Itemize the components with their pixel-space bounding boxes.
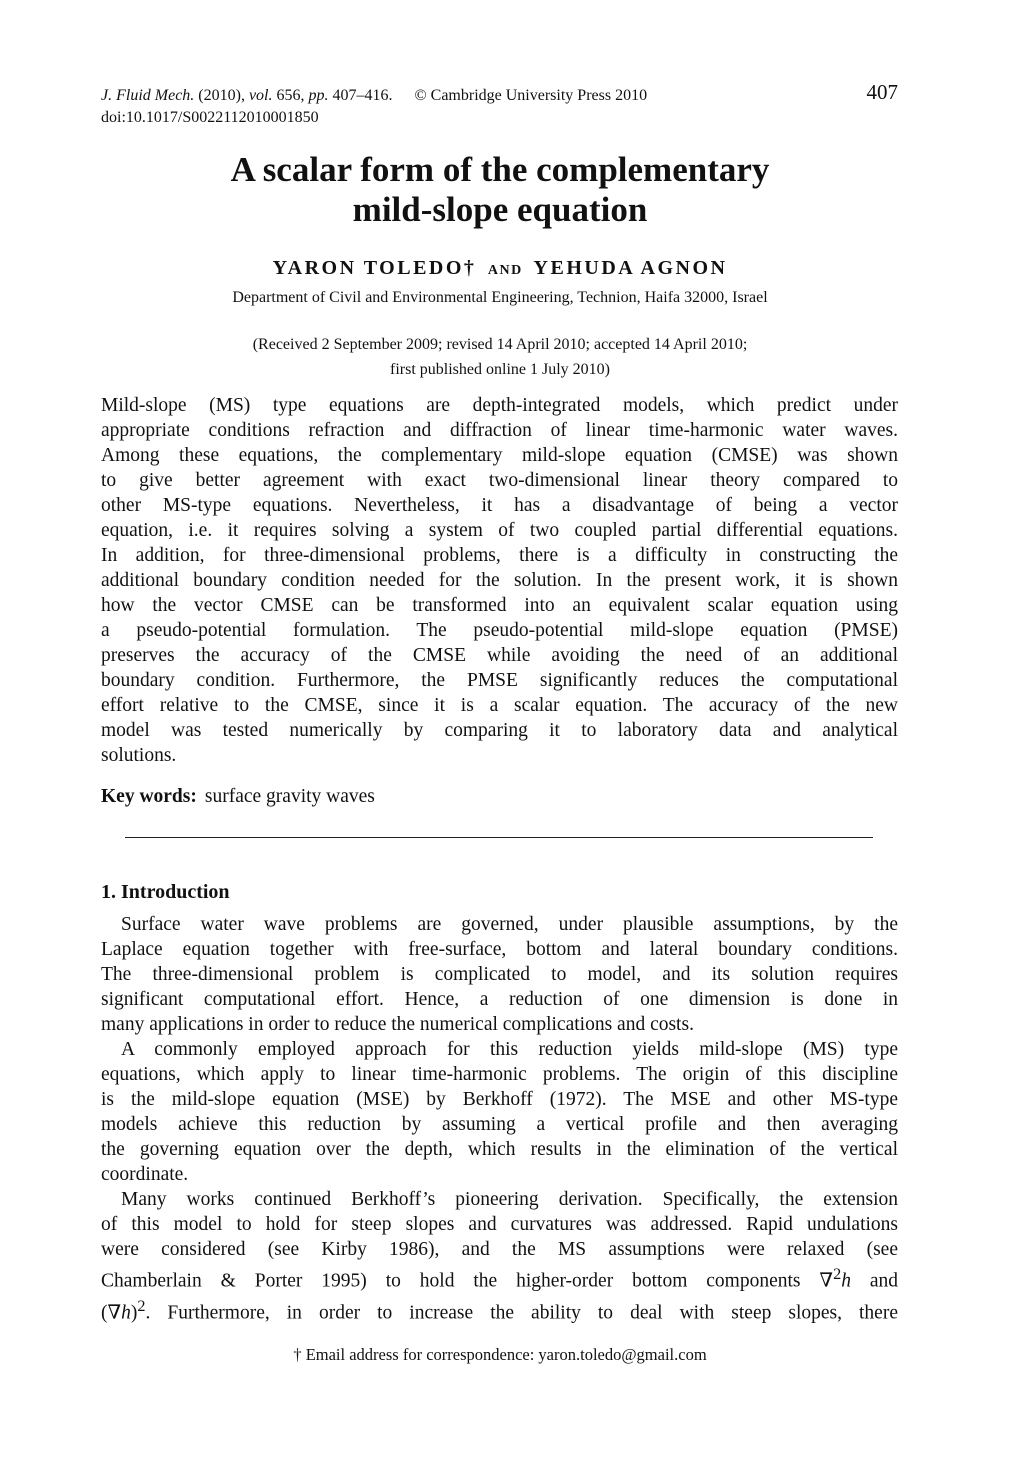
abstract-line: boundary condition. Furthermore, the PMSE significantly reduces the computational xyxy=(101,670,898,691)
title-line-1: A scalar form of the complementary xyxy=(230,150,770,189)
running-header xyxy=(101,85,647,129)
section-divider xyxy=(125,837,873,838)
abstract-line: effort relative to the CMSE, since it is a scalar equation. The accuracy of the new xyxy=(101,695,898,716)
math-superscript: 2 xyxy=(137,1296,146,1315)
author-1: YARON TOLEDO† xyxy=(272,257,477,279)
citation-line xyxy=(101,85,647,107)
abstract-line: model was tested numerically by comparing it to laboratory data and analytical xyxy=(101,720,898,741)
abstract-line: Mild-slope (MS) type equations are depth-integrated models, which predict under xyxy=(101,395,898,416)
body-line: were considered (see Kirby 1986), and the MS assumptions were relaxed (see xyxy=(101,1239,898,1260)
author-conjunction: AND xyxy=(487,263,523,278)
keywords-label: Key words: xyxy=(101,786,197,807)
abstract-line: a pseudo-potential formulation. The pseudo-potential mild-slope equation (PMSE) xyxy=(101,620,898,641)
abstract-line: Among these equations, the complementary mild-slope equation (CMSE) was shown xyxy=(101,445,898,466)
abstract-line: other MS-type equations. Nevertheless, it has a disadvantage of being a vector xyxy=(101,495,898,516)
keywords xyxy=(101,786,375,808)
math-variable: h xyxy=(841,1270,851,1292)
abstract-line: solutions. xyxy=(101,745,177,766)
body-line: coordinate. xyxy=(101,1164,189,1185)
journal-year: (2010), xyxy=(198,87,245,104)
title-line-2: mild-slope equation xyxy=(352,190,648,229)
received-dates xyxy=(0,332,1000,382)
page-range: 407–416. xyxy=(332,87,393,104)
math-superscript: 2 xyxy=(833,1265,842,1283)
body-line: significant computational effort. Hence, a reduction of one dimension is done in xyxy=(101,989,898,1010)
copyright: © Cambridge University Press 2010 xyxy=(414,87,648,104)
abstract-line: additional boundary condition needed for the solution. In the present work, it is shown xyxy=(101,570,898,591)
keywords-value: surface gravity waves xyxy=(204,786,375,807)
volume-number: 656, xyxy=(276,87,305,104)
journal-name: J. Fluid Mech. xyxy=(101,87,195,104)
body-line: Laplace equation together with free-surface, bottom and lateral boundary conditions. xyxy=(101,939,898,960)
math-text: and xyxy=(850,1270,899,1292)
body-line: the governing equation over the depth, which results in the elimination of the vertical xyxy=(101,1139,898,1160)
body-line: is the mild-slope equation (MSE) by Berkhoff (1972). The MSE and other MS-type xyxy=(101,1089,898,1110)
body-line: equations, which apply to linear time-harmonic problems. The origin of this discipline xyxy=(101,1064,898,1085)
paper-title xyxy=(0,150,1000,230)
abstract-line: appropriate conditions refraction and diffraction of linear time-harmonic water waves. xyxy=(101,420,898,441)
body-line-math xyxy=(101,1262,898,1294)
math-text: ) xyxy=(130,1302,138,1323)
affiliation: Department of Civil and Environmental Engineering, Technion, Haifa 32000, Israel xyxy=(232,289,768,306)
doi: doi:10.1017/S0022112010001850 xyxy=(101,109,319,126)
abstract-line: In addition, for three-dimensional problems, there is a difficulty in constructing the xyxy=(101,545,898,566)
footnote: † Email address for correspondence: yaron.toledo@gmail.com xyxy=(293,1345,707,1364)
math-text: (∇ xyxy=(101,1302,122,1323)
body-line: many applications in order to reduce the numerical complications and costs. xyxy=(101,1014,694,1035)
received-line-1: (Received 2 September 2009; revised 14 April 2010; accepted 14 April 2010; xyxy=(252,336,748,353)
body-line: The three-dimensional problem is complicated to model, and its solution requires xyxy=(101,964,898,985)
body-line: A commonly employed approach for this reduction yields mild-slope (MS) type xyxy=(121,1039,898,1060)
math-text: Chamberlain & Porter 1995) to hold the higher-order bottom components ∇ xyxy=(101,1270,834,1292)
abstract-line: preserves the accuracy of the CMSE while avoiding the need of an additional xyxy=(101,645,898,666)
body-line: of this model to hold for steep slopes and curvatures was addressed. Rapid undulations xyxy=(101,1214,898,1235)
body-line: Surface water wave problems are governed, under plausible assumptions, by the xyxy=(121,914,898,935)
math-text: . Furthermore, in order to increase the ability to deal with steep slopes, there xyxy=(145,1302,898,1323)
body-line: Many works continued Berkhoff’s pioneering derivation. Specifically, the extension xyxy=(121,1189,898,1210)
body-line: models achieve this reduction by assuming a vertical profile and then averaging xyxy=(101,1114,898,1135)
math-variable: h xyxy=(121,1302,131,1323)
page-number: 407 xyxy=(866,80,898,104)
volume-label: vol. xyxy=(248,87,273,104)
abstract-line: how the vector CMSE can be transformed into an equivalent scalar equation using xyxy=(101,595,898,616)
pages-label: pp. xyxy=(308,87,329,104)
abstract-line: to give better agreement with exact two-dimensional linear theory compared to xyxy=(101,470,898,491)
abstract xyxy=(101,393,898,768)
body-line-math xyxy=(101,1294,898,1326)
author-2: YEHUDA AGNON xyxy=(533,257,728,279)
abstract-line: equation, i.e. it requires solving a system of two coupled partial differential equations. xyxy=(101,520,898,541)
section-heading: 1. Introduction xyxy=(101,881,230,903)
author-list xyxy=(0,257,1000,280)
received-line-2: first published online 1 July 2010) xyxy=(390,361,610,378)
introduction-body xyxy=(101,912,898,1325)
